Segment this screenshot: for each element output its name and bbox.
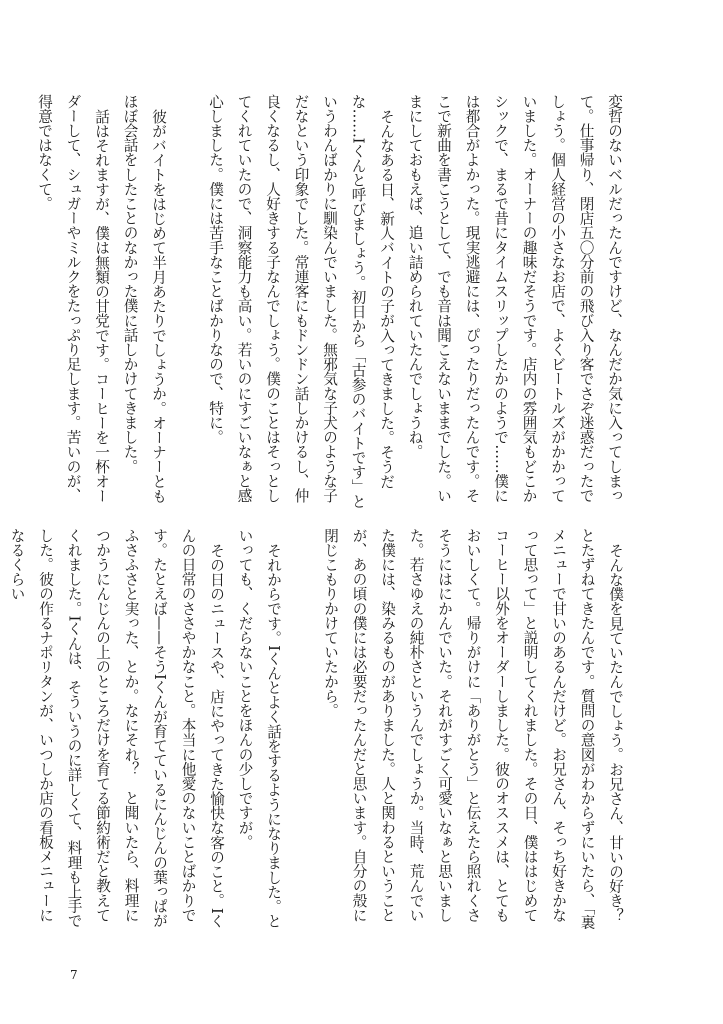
paragraph: それからです。Iくんとよく話をするようになりました。といっても、くだらないことをほんの少しですが。 [236, 528, 282, 928]
paragraph: その日のニュースや、店にやってきた愉快な客のこと。Iくんの日常のささやかなこと。本当に他愛のないことばかりです。たとえば——そうIくんが育てているにんじんの葉っぱがふさふさと実った、とか。なにそれ？ と聞いたら、料理につかうにんじんの上のところだけを育てる節約術だと教えてくれました。Iくんは、そういうのに詳しくて、料理も上手でした。彼の作るナポリタンが、いつしか店の看板メニューになるくらい [8, 528, 225, 928]
lower-text-tier [8, 528, 629, 937]
paragraph: 話はそれますが、僕は無類の甘党です。コーヒーを一杯オーダーして、シュガーやミルクをたっぷり足します。苦いのが、得意ではなくて。 [36, 94, 110, 503]
paragraph: 彼がバイトをはじめて半月あたりでしょうか。オーナーともほぼ会話をしたことのなかった僕に話しかけてきました。 [121, 94, 167, 503]
paragraph: そんなある日、新人バイトの子が入ってきました。そうだな……Iくんと呼びましょう。初日から「古参のバイトです」というわんばかりに馴染んでいました。無邪気な子犬のような子だなという印象でした。常連客にもドンドン話しかけるし、仲良くなるし、人好きする子なんでしょう。僕のことはそっとしてくれていたので、洞察能力も高い。若いのにすごいなぁと感心しました。僕には苦手なことばかりなので、特に。 [207, 94, 395, 509]
blank-line [287, 528, 316, 932]
page-number: 7 [70, 968, 78, 982]
upper-text-tier [36, 94, 628, 512]
paragraph: そんな僕を見ていたんでしょう。お兄さん、甘いの好き？ とたずねてきたんです。質問の意図がわからずにいたら、「裏メニューで甘いのあるんだけど。お兄さん、そっち好きかなって思って」と説明してくれました。その日、僕ははじめてコーヒー以外をオーダーしました。彼のオススメは、とてもおいしくて。帰りがけに「ありがとう」と伝えたら照れくさそうにはにかんでいた。それがすごく可愛いなぁと思いました。若さゆえの純朴さというんでしょうか。当時、荒んでいた僕には、染みるものがありました。人と関わるということが、あの頃の僕には必要だったんだと思います。自分の殻に閉じこもりかけていたから。 [322, 528, 624, 937]
blank-line [172, 94, 201, 512]
paragraph: 変哲のないベルだったんですけど、なんだか気に入ってしまって。仕事帰り、閉店五〇分前の飛び入り客でさぞ迷惑だったでしょう。個人経営の小さなお店で、よくビートルズがかかっていました。オーナーの趣味だそうです。店内の雰囲気もどこかシックで、まるで昔にタイムスリップしたかのようで……僕には都合がよかった。現実逃避には、ぴったりだったんです。そこで新曲を書こうとして、でも音は聞こえないままでした。いまにしておもえば、追い詰められていたんでしょうね。 [406, 94, 623, 503]
